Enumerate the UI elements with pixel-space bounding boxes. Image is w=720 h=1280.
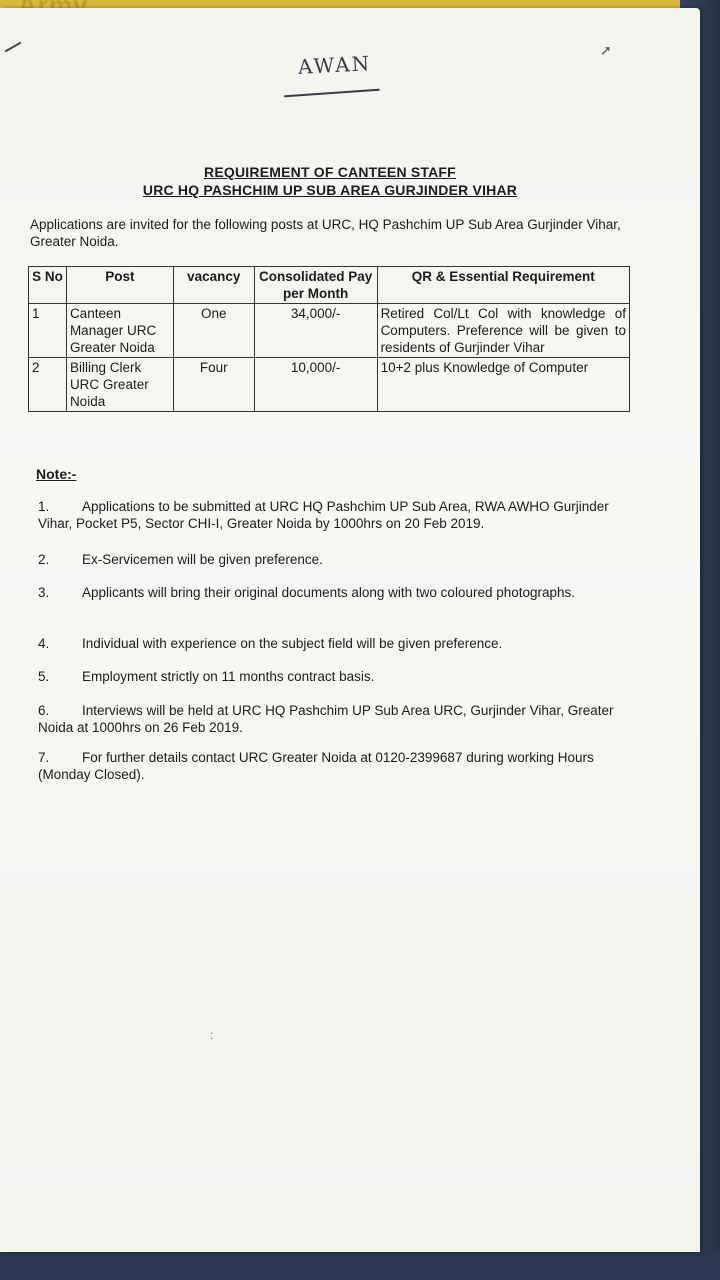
note-text: Employment strictly on 11 months contract basis.: [82, 669, 375, 684]
cell-qr: 10+2 plus Knowledge of Computer: [377, 358, 629, 412]
cell-qr: Retired Col/Lt Col with knowledge of Computers. Preference will be given to residents of Gurjinder Vihar: [377, 304, 629, 358]
intro-paragraph: Applications are invited for the following posts at URC, HQ Pashchim UP Sub Area Gurjinder Vihar, Greater Noida.: [30, 217, 621, 249]
note-number: 5.: [38, 669, 50, 684]
cell-sno: 2: [29, 358, 67, 412]
cell-sno: 1: [29, 304, 67, 358]
table-header-row: [29, 267, 630, 304]
note-number: 7.: [38, 750, 50, 765]
paper-specks: :: [210, 1028, 214, 1042]
note-item: [38, 702, 622, 736]
note-text: Applicants will bring their original documents along with two coloured photographs.: [82, 585, 576, 600]
header-qr: QR & Essential Requirement: [377, 267, 629, 304]
pen-mark: [5, 42, 22, 53]
header-post: Post: [66, 267, 173, 304]
note-item: [38, 749, 622, 783]
note-number: 3.: [38, 585, 50, 600]
table-row: [29, 304, 630, 358]
header-pay: Consolidated Pay per Month: [254, 267, 377, 304]
note-text: Applications to be submitted at URC HQ Pashchim UP Sub Area, RWA AWHO Gurjinder Vihar, Pocket P5, Sector CHI-I, Greater Noida by 1000hrs on 20 Feb 2019.: [38, 499, 609, 531]
pen-mark-arrow: ➚: [600, 42, 612, 58]
cell-vacancy: Four: [173, 358, 254, 412]
handwritten-note: AWAN: [297, 51, 372, 79]
note-item: [38, 584, 622, 601]
notes-heading: Note:-: [36, 466, 77, 482]
note-item: [38, 551, 622, 568]
cell-vacancy: One: [173, 304, 254, 358]
note-number: 2.: [38, 552, 50, 567]
header-vacancy: vacancy: [173, 267, 254, 304]
note-number: 6.: [38, 703, 50, 718]
header-sno: S No: [29, 267, 67, 304]
vacancy-table: [28, 266, 630, 412]
note-item: [38, 498, 622, 532]
page-title: REQUIREMENT OF CANTEEN STAFF: [204, 164, 456, 180]
note-text: Ex-Servicemen will be given preference.: [82, 552, 323, 567]
note-item: [38, 668, 622, 685]
handwritten-underline: [284, 89, 380, 98]
note-text: For further details contact URC Greater Noida at 0120-2399687 during working Hours (Monday Closed).: [38, 750, 594, 782]
note-number: 4.: [38, 636, 50, 651]
note-text: Interviews will be held at URC HQ Pashchim UP Sub Area URC, Gurjinder Vihar, Greater Noida at 1000hrs on 26 Feb 2019.: [38, 703, 614, 735]
note-text: Individual with experience on the subject field will be given preference.: [82, 636, 503, 651]
document-page: [0, 8, 700, 1252]
table-row: [29, 358, 630, 412]
cell-post: Canteen Manager URC Greater Noida: [66, 304, 173, 358]
cell-pay: 10,000/-: [254, 358, 377, 412]
page-subtitle: URC HQ PASHCHIM UP SUB AREA GURJINDER VIHAR: [142, 182, 518, 198]
folder-bottom: [0, 1252, 720, 1280]
note-item: [38, 635, 622, 652]
cell-post: Billing Clerk URC Greater Noida: [66, 358, 173, 412]
cell-pay: 34,000/-: [254, 304, 377, 358]
note-number: 1.: [38, 499, 50, 514]
